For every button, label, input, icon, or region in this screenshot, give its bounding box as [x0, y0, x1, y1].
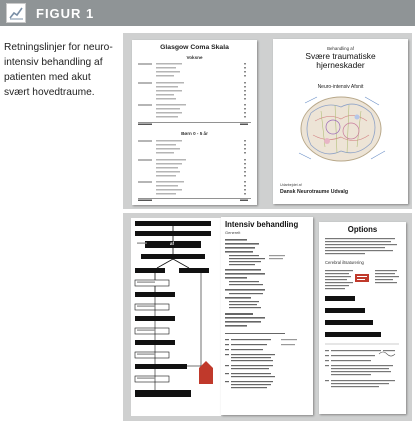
figure-label: FIGUR 1: [36, 6, 95, 21]
treatment-flowchart: [131, 218, 221, 416]
options-text-body: [319, 222, 406, 414]
cover-title: [277, 52, 404, 70]
intensive-title: Intensiv behandling: [225, 220, 299, 229]
line-chart-icon: [6, 3, 26, 23]
intensive-care-page: [221, 217, 313, 415]
cover-page: [273, 39, 408, 204]
options-section-label: Cerebral iltsaturering: [325, 260, 364, 265]
bottom-spread-panel: [123, 213, 412, 421]
gcs-section-child: Børn 0 - 5 år: [181, 131, 208, 136]
intensive-text-body: [221, 217, 313, 415]
intensive-subtitle: Generelt: [225, 230, 241, 235]
gcs-title: Glasgow Coma Skala: [160, 44, 229, 51]
gcs-page: [132, 40, 257, 205]
options-title: Options: [347, 225, 378, 234]
gcs-section-adult: Voksne: [186, 55, 203, 60]
cover-title-line1: Svære traumatiske: [305, 51, 376, 61]
top-spread-panel: [123, 33, 412, 209]
options-page: [319, 222, 406, 414]
cover-publisher-label: Udarbejdet af: [280, 183, 302, 187]
figure-header-bar: [0, 0, 415, 26]
cover-publisher: Dansk Neurotraume Udvalg: [280, 189, 349, 195]
figure-caption: Retningslinjer for neuro-intensiv behandling af patienten med akut svært hovedtraume.: [4, 42, 113, 98]
gcs-child-table: [132, 40, 257, 205]
cover-subtitle: Neuro-intensiv Afsnit: [317, 84, 364, 90]
flowchart-node-label: af: [170, 241, 174, 246]
brain-ct-scan-illustration: [291, 93, 391, 165]
cover-title-line2: hjerneskader: [316, 60, 365, 70]
cover-pretitle: Behandling af: [327, 46, 354, 51]
